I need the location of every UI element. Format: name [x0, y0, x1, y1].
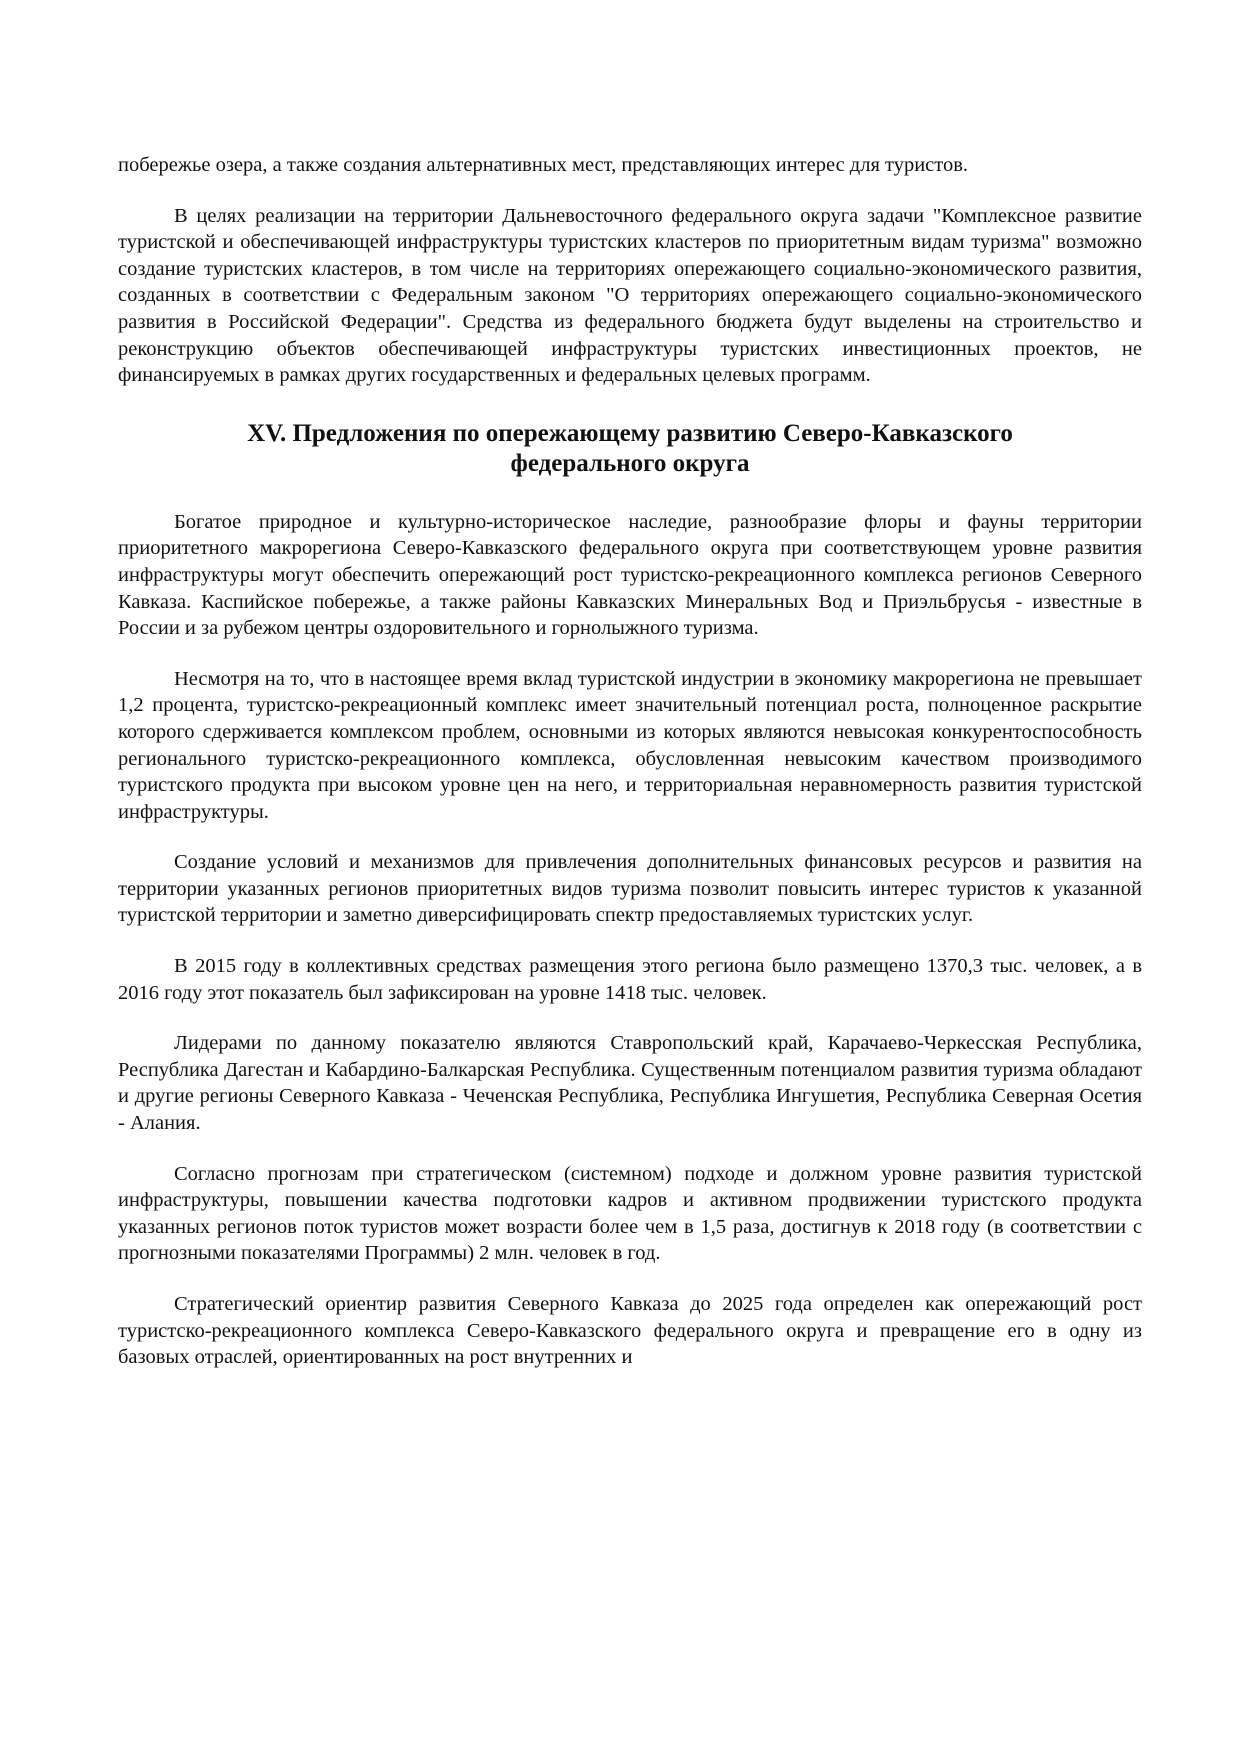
- paragraph-far-east: В целях реализации на территории Дальневосточного федерального округа задачи "Комплексное развитие туристской и обеспечивающей инфраструктуры туристских кластеров по приоритетным видам туризма" возможно создание туристских кластеров, в том числе на территориях опережающего социально-экономического развития, созданных в соответствии с Федеральным законом "О территориях опережающего социально-экономического развития в Российской Федерации". Средства из федерального бюджета будут выделены на строительство и реконструкцию объектов обеспечивающей инфраструктуры туристских инвестиционных проектов, не финансируемых в рамках других государственных и федеральных целевых программ.: [118, 204, 1142, 387]
- paragraph: В 2015 году в коллективных средствах размещения этого региона было размещено 1370,3 тыс. человек, а в 2016 году этот показатель был зафиксирован на уровне 1418 тыс. человек.: [118, 955, 1142, 1004]
- paragraph: Богатое природное и культурно-историческое наследие, разнообразие флоры и фауны территории приоритетного макрорегиона Северо-Кавказского федерального округа при соответствующем уровне развития инфраструктуры могут обеспечить опережающий рост туристско-рекреационного комплекса регионов Северного Кавказа. Каспийское побережье, а также районы Кавказских Минеральных Вод и Приэльбрусья - известные в России и за рубежом центры оздоровительного и горнолыжного туризма.: [118, 510, 1142, 640]
- document-page: [118, 152, 1142, 1371]
- paragraph: Создание условий и механизмов для привлечения дополнительных финансовых ресурсов и развития на территории указанных регионов приоритетных видов туризма позволит повысить интерес туристов к указанной туристской территории и заметно диверсифицировать спектр предоставляемых туристских услуг.: [118, 851, 1142, 927]
- section-heading: [118, 419, 1142, 479]
- section-heading-line2: федерального округа: [510, 449, 750, 477]
- paragraph: Лидерами по данному показателю являются Ставропольский край, Карачаево-Черкесская Республика, Республика Дагестан и Кабардино-Балкарская Республика. Существенным потенциалом развития туризма обладают и другие регионы Северного Кавказа - Чеченская Республика, Республика Ингушетия, Республика Северная Осетия - Алания.: [118, 1032, 1142, 1135]
- paragraph: Стратегический ориентир развития Северного Кавказа до 2025 года определен как опережающий рост туристско-рекреационного комплекса Северо-Кавказского федерального округа и превращение его в одну из базовых отраслей, ориентированных на рост внутренних и: [118, 1293, 1142, 1369]
- paragraph: Несмотря на то, что в настоящее время вклад туристской индустрии в экономику макрорегиона не превышает 1,2 процента, туристско-рекреационный комплекс имеет значительный потенциал роста, полноценное раскрытие которого сдерживается комплексом проблем, основными из которых являются невысокая конкурентоспособность регионального туристско-рекреационного комплекса, обусловленная невысоким качеством производимого туристского продукта при высоком уровне цен на него, и территориальная неравномерность развития туристской инфраструктуры.: [118, 667, 1142, 823]
- intro-line: побережье озера, а также создания альтернативных мест, представляющих интерес для туристов.: [118, 154, 969, 176]
- section-heading-line1: XV. Предложения по опережающему развитию Северо-Кавказского: [247, 419, 1013, 447]
- paragraph: Согласно прогнозам при стратегическом (системном) подходе и должном уровне развития туристской инфраструктуры, повышении качества подготовки кадров и активном продвижении туристского продукта указанных регионов поток туристов может возрасти более чем в 1,5 раза, достигнув к 2018 году (в соответствии с прогнозными показателями Программы) 2 млн. человек в год.: [118, 1162, 1142, 1265]
